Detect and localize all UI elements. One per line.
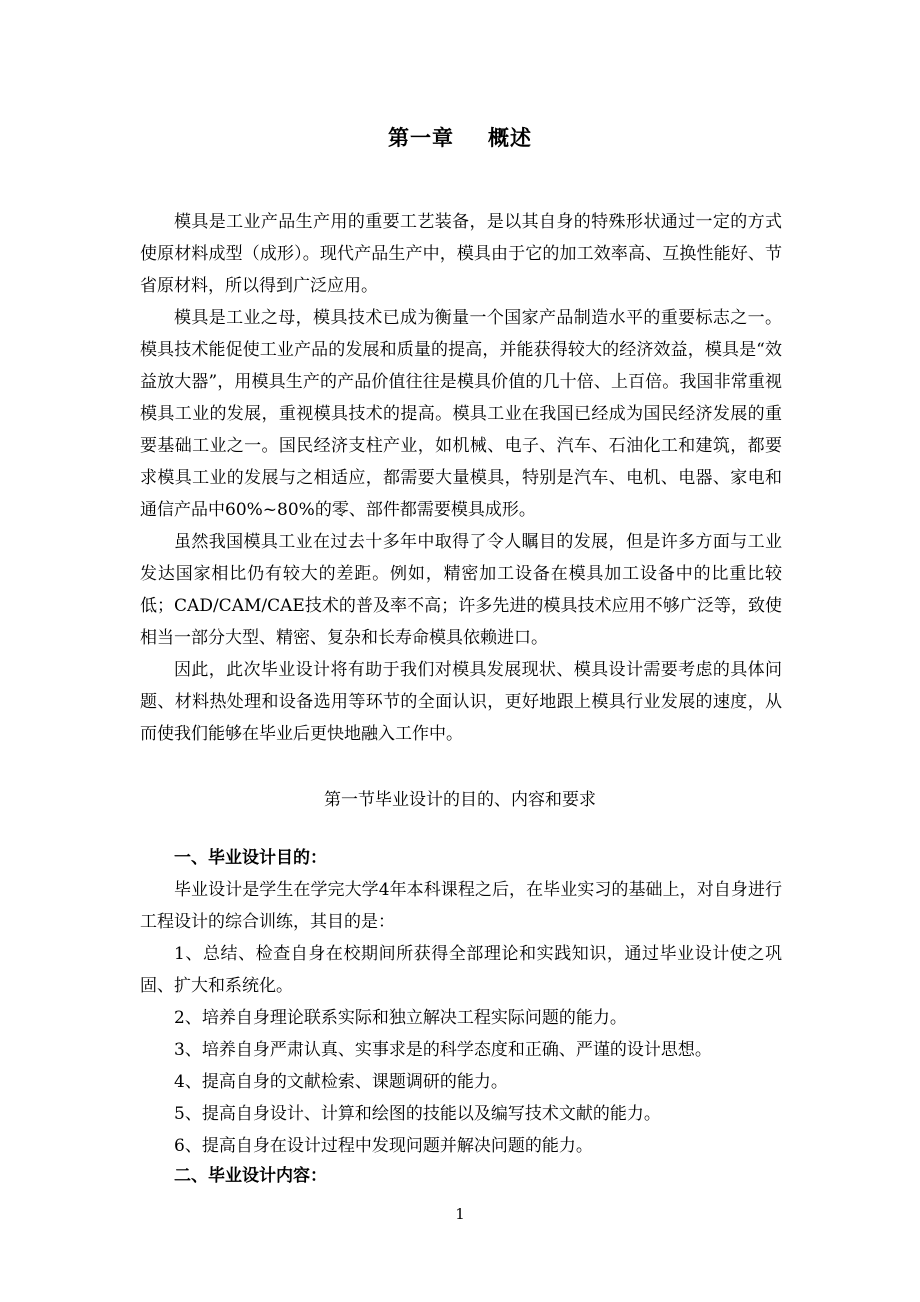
purpose-item-text: 6、提高自身在设计过程中发现问题并解决问题的能力。	[174, 1136, 593, 1156]
section-title: 第一节毕业设计的目的、内容和要求	[324, 790, 596, 810]
purpose-item-text: 3、培养自身严肃认真、实事求是的科学态度和正确、严谨的设计思想。	[174, 1040, 712, 1060]
purpose-item	[140, 938, 782, 1002]
chapter-name: 概述	[488, 125, 532, 150]
paragraph: 模具是工业产品生产用的重要工艺装备，是以其自身的特殊形状通过一定的方式使原材料成型（成形）。现代产品生产中，模具由于它的加工效率高、互换性能好、节省原材料，所以得到广泛应用。	[140, 212, 782, 296]
chapter-title	[0, 122, 920, 152]
purpose-item-text: 4、提高自身的文献检索、课题调研的能力。	[174, 1072, 508, 1092]
purpose-item	[140, 1066, 782, 1098]
purpose-heading: 一、毕业设计目的：	[174, 848, 327, 868]
purpose-item-text: 1、总结、检查自身在校期间所获得全部理论和实践知识，通过毕业设计使之巩固、扩大和系统化。	[140, 944, 782, 996]
purpose-item	[140, 1034, 782, 1066]
purpose-item	[140, 1130, 782, 1162]
purpose-item	[140, 1098, 782, 1130]
purpose-intro-text: 毕业设计是学生在学完大学4年本科课程之后，在毕业实习的基础上，对自身进行工程设计的综合训练，其目的是：	[140, 880, 782, 932]
content-heading: 二、毕业设计内容：	[174, 1166, 327, 1186]
intro-paragraphs	[140, 206, 782, 750]
purpose-item-text: 5、提高自身设计、计算和绘图的技能以及编写技术文献的能力。	[174, 1104, 661, 1124]
purpose-intro	[140, 874, 782, 938]
paragraph: 因此，此次毕业设计将有助于我们对模具发展现状、模具设计需要考虑的具体问题、材料热处理和设备选用等环节的全面认识，更好地跟上模具行业发展的速度，从而使我们能够在毕业后更快地融入工作中。	[140, 660, 782, 744]
purpose-item	[140, 1002, 782, 1034]
page-number: 1	[455, 1205, 465, 1223]
paragraph: 虽然我国模具工业在过去十多年中取得了令人瞩目的发展，但是许多方面与工业发达国家相比仍有较大的差距。例如，精密加工设备在模具加工设备中的比重比较低；CAD/CAM/CAE技术的普及率不高；许多先进的模具技术应用不够广泛等，致使相当一部分大型、精密、复杂和长寿命模具依赖进口。	[140, 532, 782, 648]
chapter-label: 第一章	[388, 125, 454, 150]
purpose-item-text: 2、培养自身理论联系实际和独立解决工程实际问题的能力。	[174, 1008, 627, 1028]
paragraph: 模具是工业之母，模具技术已成为衡量一个国家产品制造水平的重要标志之一。模具技术能促使工业产品的发展和质量的提高，并能获得较大的经济效益，模具是“效益放大器”，用模具生产的产品价值往往是模具价值的几十倍、上百倍。我国非常重视模具工业的发展，重视模具技术的提高。模具工业在我国已经成为国民经济发展的重要基础工业之一。国民经济支柱产业，如机械、电子、汽车、石油化工和建筑，都要求模具工业的发展与之相适应，都需要大量模具，特别是汽车、电机、电器、家电和通信产品中60%~80%的零、部件都需要模具成形。	[140, 308, 782, 520]
